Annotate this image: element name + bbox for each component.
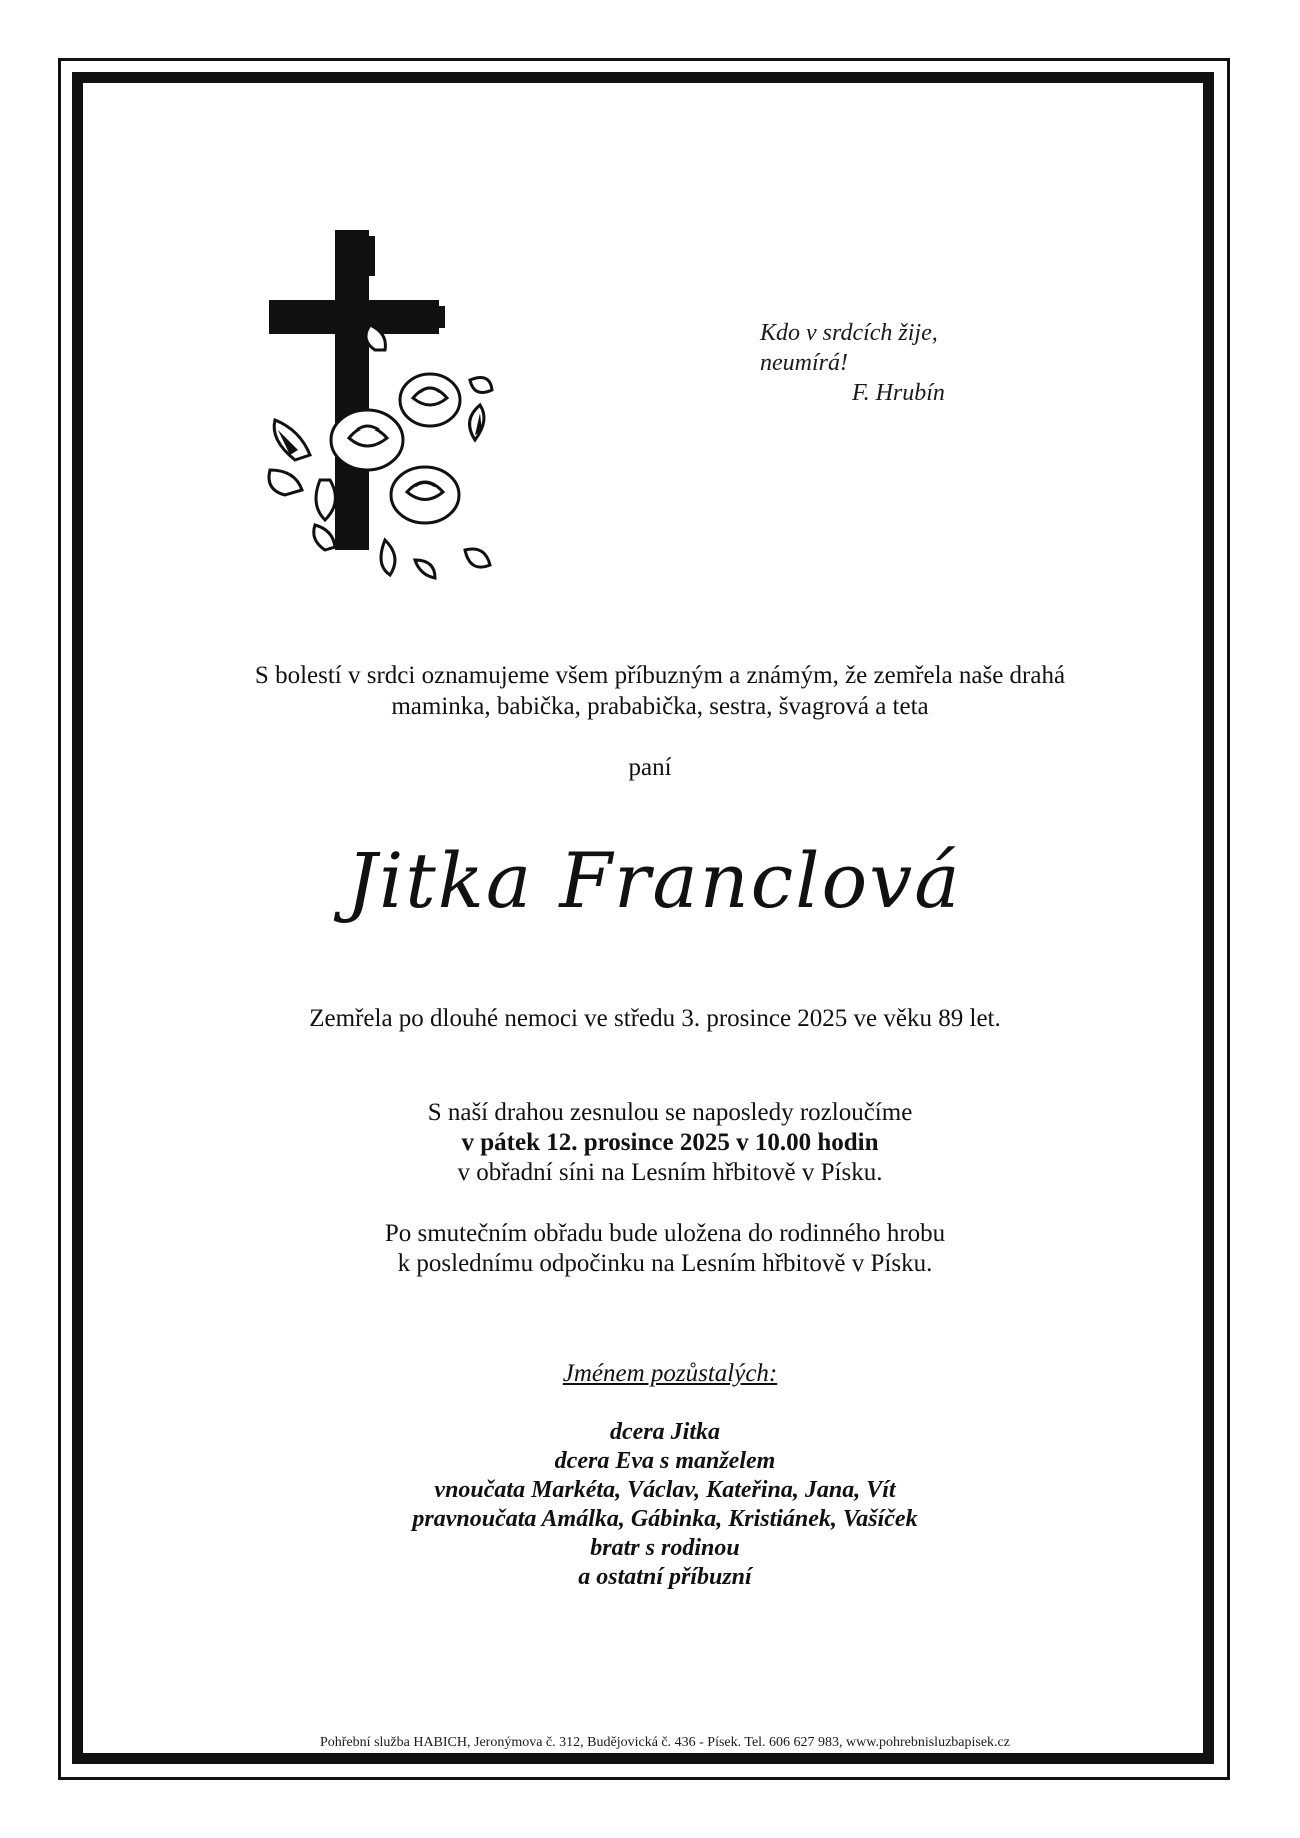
farewell-date: v pátek 12. prosince 2025 v 10.00 hodin <box>461 1129 879 1156</box>
burial-info <box>0 1219 1300 1279</box>
mourner-item: bratr s rodinou <box>590 1535 740 1561</box>
burial-line-2: k poslednímu odpočinku na Lesním hřbitově v Písku. <box>397 1250 933 1277</box>
quote <box>760 318 945 408</box>
quote-line-2: neumírá! <box>760 350 848 376</box>
farewell-place: v obřadní síni na Lesním hřbitově v Písku. <box>457 1159 883 1186</box>
mourners-heading: Jménem pozůstalých: <box>562 1360 778 1387</box>
cross-with-roses-icon <box>265 230 495 585</box>
intro-line-2: maminka, babička, prababička, sestra, švagrová a teta <box>391 693 929 720</box>
farewell-info <box>0 1098 1300 1188</box>
announcement-intro <box>0 660 1300 722</box>
burial-line-1: Po smutečním obřadu bude uložena do rodinného hrobu <box>384 1220 946 1247</box>
farewell-line-1: S naší drahou zesnulou se naposledy rozloučíme <box>427 1099 913 1126</box>
death-notice: Zemřela po dlouhé nemoci ve středu 3. prosince 2025 ve věku 89 let. <box>309 1005 1001 1032</box>
mourner-item: pravnoučata Amálka, Gábinka, Kristiánek, Vašíček <box>412 1506 918 1532</box>
mourner-item: a ostatní příbuzní <box>578 1564 752 1590</box>
mourner-item: dcera Eva s manželem <box>554 1448 776 1474</box>
mourner-item: vnoučata Markéta, Václav, Kateřina, Jana, Vít <box>434 1477 896 1503</box>
intro-line-1: S bolestí v srdci oznamujeme všem příbuzným a známým, že zemřela naše drahá <box>254 662 1066 689</box>
funeral-service-footer: Pohřební služba HABICH, Jeronýmova č. 312, Budějovická č. 436 - Písek. Tel. 606 627 983, www.pohrebnisluzbapisek.cz <box>320 1735 1010 1750</box>
deceased-name: Jitka Franclová <box>346 836 962 925</box>
honorific: paní <box>628 754 672 781</box>
mourners-list <box>0 1418 1300 1592</box>
quote-author: F. Hrubín <box>852 380 945 406</box>
quote-line-1: Kdo v srdcích žije, <box>760 320 938 346</box>
mourner-item: dcera Jitka <box>610 1419 720 1445</box>
